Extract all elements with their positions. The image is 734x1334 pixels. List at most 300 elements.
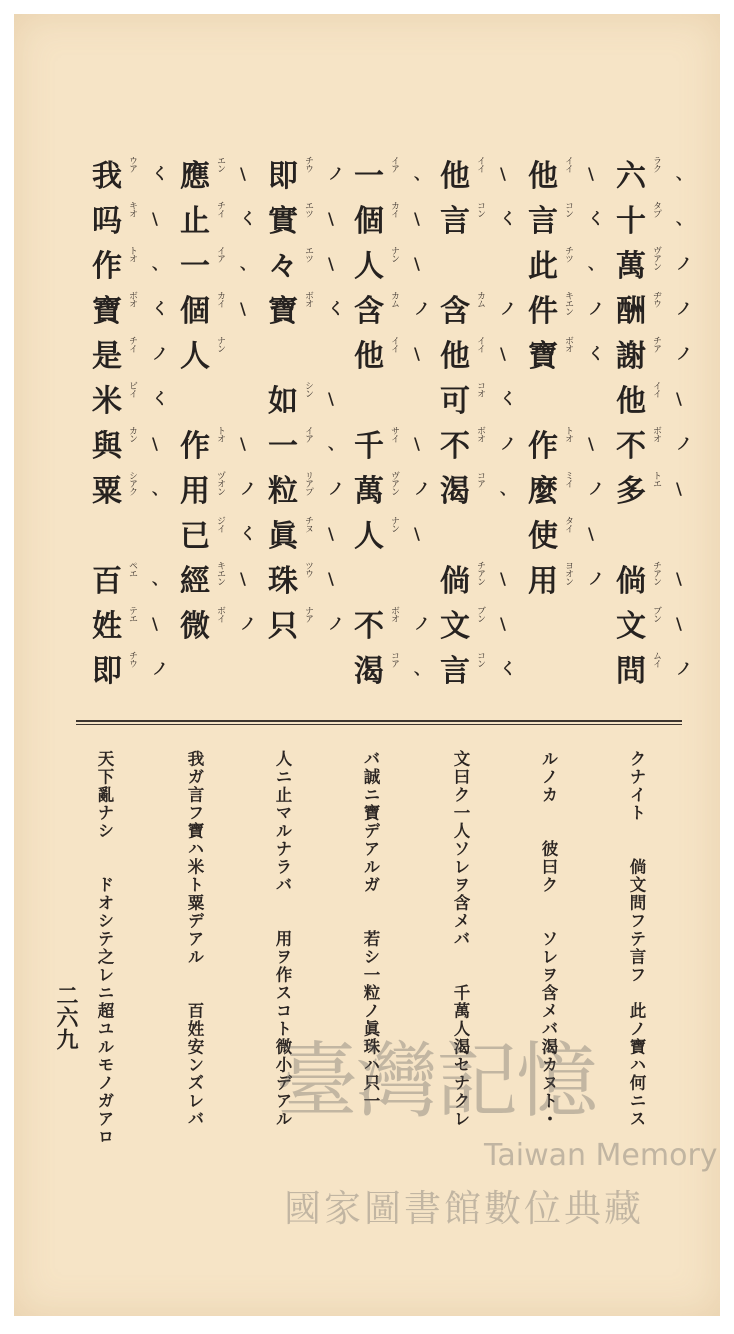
katakana-reading: シン (303, 381, 313, 397)
katakana-reading: ナン (389, 246, 399, 262)
hanzi-char: 言 (528, 203, 558, 239)
katakana-reading: チアン (651, 561, 661, 585)
katakana-reading: トオ (127, 246, 137, 262)
tone-mark: く (588, 344, 605, 363)
tone-mark: \ (588, 524, 594, 543)
char-cell (352, 154, 431, 199)
char-cell (526, 424, 594, 469)
text-column (90, 154, 169, 694)
tone-mark: ノ (500, 299, 517, 318)
translation-line: バ誠ニ寶デアルガ 若シ一粒ノ眞珠ハ只一 (361, 750, 380, 1110)
tone-mark: ノ (588, 569, 605, 588)
tone-mark: \ (240, 164, 246, 183)
char-cell (614, 469, 682, 514)
hanzi-char: 人 (180, 338, 210, 374)
char-cell (352, 424, 420, 469)
char-cell (178, 379, 212, 424)
tone-mark: ノ (240, 479, 257, 498)
katakana-reading: ボオ (389, 606, 399, 622)
tone-mark: ノ (240, 614, 257, 633)
char-cell (526, 514, 594, 559)
char-cell (266, 514, 334, 559)
char-cell (526, 289, 605, 334)
katakana-reading: イイ (651, 381, 661, 397)
katakana-reading: イア (303, 426, 313, 442)
char-cell (178, 199, 257, 244)
char-cell (352, 379, 386, 424)
tone-mark: ノ (676, 659, 693, 678)
book-page (14, 14, 720, 1316)
char-cell (614, 379, 682, 424)
katakana-reading: ブン (651, 606, 661, 622)
tone-mark: く (328, 299, 345, 318)
tone-mark: \ (414, 209, 420, 228)
hanzi-char: 他 (528, 158, 558, 194)
char-cell (526, 154, 594, 199)
char-cell (266, 199, 334, 244)
tone-mark: ノ (414, 614, 431, 633)
tone-mark: 、 (152, 569, 169, 588)
katakana-reading: リアプ (303, 471, 313, 495)
hanzi-char: 此 (528, 248, 558, 284)
tone-mark: \ (676, 614, 682, 633)
char-cell (438, 154, 506, 199)
katakana-reading: ナン (389, 516, 399, 532)
katakana-reading: キエン (215, 561, 225, 585)
char-cell (90, 379, 169, 424)
char-cell (266, 289, 345, 334)
tone-mark: \ (328, 389, 334, 408)
translation-line: 天下亂ナシ ドオシテ之レニ超ユルモノガアロ (95, 750, 114, 1146)
divider-line-top (76, 720, 682, 722)
hanzi-char: 粒 (268, 473, 298, 509)
hanzi-char: 渴 (354, 653, 384, 689)
char-cell (526, 559, 605, 604)
char-cell (526, 199, 605, 244)
katakana-reading: カイ (389, 201, 399, 217)
char-cell (614, 199, 693, 244)
katakana-reading: コア (389, 651, 399, 667)
hanzi-char: 謝 (616, 338, 646, 374)
hanzi-char: 多 (616, 473, 646, 509)
char-cell (266, 334, 300, 379)
katakana-reading: イイ (475, 156, 485, 172)
hanzi-char: 言 (440, 653, 470, 689)
tone-mark: \ (240, 434, 246, 453)
char-cell (266, 154, 345, 199)
tone-mark: \ (414, 524, 420, 543)
char-cell (526, 244, 605, 289)
tone-mark: 、 (414, 164, 431, 183)
tone-mark: 、 (328, 434, 345, 453)
hanzi-char: 微 (180, 608, 210, 644)
hanzi-char: 與 (92, 428, 122, 464)
char-cell (178, 424, 246, 469)
translation-line: 人ニ止マルナラバ 用ヲ作スコト微小デアル (273, 750, 292, 1128)
char-cell (614, 289, 693, 334)
char-cell (526, 334, 605, 379)
char-cell (614, 559, 682, 604)
tone-mark: ノ (152, 659, 169, 678)
char-cell (614, 514, 648, 559)
hanzi-char: 珠 (268, 563, 298, 599)
tone-mark: ノ (414, 479, 431, 498)
katakana-reading: ムイ (651, 651, 661, 667)
hanzi-char: 經 (180, 563, 210, 599)
tone-mark: ノ (152, 344, 169, 363)
hanzi-char: 含 (354, 293, 384, 329)
tone-mark: ノ (588, 299, 605, 318)
hanzi-char: 個 (354, 203, 384, 239)
char-cell (90, 289, 169, 334)
char-cell (352, 244, 420, 289)
tone-mark: \ (676, 569, 682, 588)
katakana-reading: テエ (127, 606, 137, 622)
hanzi-char: 實 (268, 203, 298, 239)
translation-line: クナイト 倘文問フテ言フ 此ノ寶ハ何ニス (627, 750, 646, 1128)
char-cell (90, 559, 169, 604)
katakana-reading: エン (215, 156, 225, 172)
katakana-reading: コン (475, 201, 485, 217)
hanzi-char: 問 (616, 653, 646, 689)
katakana-reading: チウ (303, 156, 313, 172)
tone-mark: く (500, 209, 517, 228)
hanzi-char: 萬 (616, 248, 646, 284)
katakana-reading: ヨオン (563, 561, 573, 585)
katakana-reading: ボオ (127, 291, 137, 307)
katakana-reading: ヅオン (215, 471, 225, 495)
tone-mark: く (152, 164, 169, 183)
tone-mark: \ (152, 614, 158, 633)
hanzi-char: 只 (268, 608, 298, 644)
char-cell (266, 424, 345, 469)
char-cell (90, 424, 158, 469)
tone-mark: \ (152, 434, 158, 453)
char-cell (526, 604, 560, 649)
katakana-reading: イイ (475, 336, 485, 352)
hanzi-char: 渴 (440, 473, 470, 509)
tone-mark: \ (676, 389, 682, 408)
char-cell (614, 424, 693, 469)
char-cell (178, 514, 257, 559)
hanzi-char: 粟 (92, 473, 122, 509)
hanzi-char: 酬 (616, 293, 646, 329)
hanzi-char: 件 (528, 293, 558, 329)
char-cell (90, 154, 169, 199)
hanzi-char: 即 (92, 653, 122, 689)
text-column (352, 154, 431, 694)
katakana-reading: イイ (389, 336, 399, 352)
tone-mark: \ (240, 299, 246, 318)
hanzi-char: 寶 (92, 293, 122, 329)
tone-mark: 、 (152, 254, 169, 273)
hanzi-char: 是 (92, 338, 122, 374)
tone-mark: く (240, 209, 257, 228)
tone-mark: 、 (152, 479, 169, 498)
tone-mark: ノ (676, 344, 693, 363)
katakana-reading: ボオ (563, 336, 573, 352)
watermark-title: 臺灣記憶 (276, 1034, 597, 1129)
hanzi-char: 々 (268, 248, 298, 284)
text-column (438, 154, 517, 694)
tone-mark: \ (500, 164, 506, 183)
tone-mark: \ (500, 569, 506, 588)
katakana-reading: イイ (563, 156, 573, 172)
char-cell (352, 559, 386, 604)
hanzi-char: 萬 (354, 473, 384, 509)
char-cell (266, 649, 300, 694)
hanzi-char: 倘 (616, 563, 646, 599)
char-cell (266, 469, 345, 514)
hanzi-char: 如 (268, 383, 298, 419)
katakana-reading: ビイ (127, 381, 137, 397)
katakana-reading: ナン (215, 336, 225, 352)
tone-mark: 、 (414, 659, 431, 678)
katakana-reading: ボオ (475, 426, 485, 442)
char-cell (178, 289, 246, 334)
tone-mark: \ (414, 344, 420, 363)
char-cell (178, 244, 257, 289)
katakana-reading: ラク (651, 156, 661, 172)
char-cell (266, 244, 334, 289)
hanzi-char: 六 (616, 158, 646, 194)
katakana-reading: コン (563, 201, 573, 217)
katakana-reading: チツ (563, 246, 573, 262)
tone-mark: ノ (676, 254, 693, 273)
katakana-reading: コア (475, 471, 485, 487)
hanzi-char: 使 (528, 518, 558, 554)
hanzi-char: 作 (92, 248, 122, 284)
tone-mark: く (240, 524, 257, 543)
katakana-reading: ツウ (303, 561, 313, 577)
char-cell (614, 649, 693, 694)
katakana-reading: ブン (475, 606, 485, 622)
hanzi-char: 米 (92, 383, 122, 419)
hanzi-char: 他 (440, 158, 470, 194)
hanzi-char: 不 (354, 608, 384, 644)
hanzi-char: 一 (268, 428, 298, 464)
text-column (178, 154, 257, 694)
hanzi-char: 可 (440, 383, 470, 419)
divider-line-bottom (76, 724, 682, 725)
katakana-reading: ミイ (563, 471, 573, 487)
tone-mark: \ (588, 164, 594, 183)
tone-mark: く (500, 389, 517, 408)
hanzi-char: 作 (180, 428, 210, 464)
char-cell (178, 469, 257, 514)
hanzi-char: 姓 (92, 608, 122, 644)
char-cell (90, 244, 169, 289)
katakana-reading: ナア (303, 606, 313, 622)
katakana-reading: チイ (127, 336, 137, 352)
hanzi-char: 人 (354, 518, 384, 554)
tone-mark: ノ (328, 479, 345, 498)
char-cell (352, 334, 420, 379)
hanzi-char: 吗 (92, 203, 122, 239)
katakana-reading: サイ (389, 426, 399, 442)
tone-mark: 、 (500, 479, 517, 498)
hanzi-char: 含 (440, 293, 470, 329)
katakana-reading: ペエ (127, 561, 137, 577)
tone-mark: \ (328, 524, 334, 543)
text-column (614, 154, 693, 694)
char-cell (526, 469, 605, 514)
katakana-reading: ジイ (215, 516, 225, 532)
hanzi-char: 一 (354, 158, 384, 194)
text-column (266, 154, 345, 694)
hanzi-char: 個 (180, 293, 210, 329)
tone-mark: 、 (588, 254, 605, 273)
char-cell (614, 604, 682, 649)
char-cell (178, 559, 246, 604)
hanzi-char: 應 (180, 158, 210, 194)
tone-mark: ノ (500, 434, 517, 453)
char-cell (178, 604, 257, 649)
hanzi-char: 麼 (528, 473, 558, 509)
katakana-reading: ヴアン (651, 246, 661, 270)
hanzi-char: 作 (528, 428, 558, 464)
hanzi-char: 十 (616, 203, 646, 239)
tone-mark: ノ (328, 614, 345, 633)
katakana-reading: コオ (475, 381, 485, 397)
hanzi-char: 他 (616, 383, 646, 419)
char-cell (438, 334, 506, 379)
hanzi-char: 他 (354, 338, 384, 374)
katakana-reading: ヂウ (651, 291, 661, 307)
katakana-reading: トエ (651, 471, 661, 487)
hanzi-char: 我 (92, 158, 122, 194)
tone-mark: ノ (676, 434, 693, 453)
char-cell (438, 649, 517, 694)
katakana-reading: キオ (127, 201, 137, 217)
katakana-reading: シアク (127, 471, 137, 495)
char-cell (178, 334, 225, 379)
char-cell (266, 559, 334, 604)
char-cell (352, 604, 431, 649)
tone-mark: \ (500, 344, 506, 363)
hanzi-char: 眞 (268, 518, 298, 554)
tone-mark: 、 (676, 164, 693, 183)
char-cell (438, 469, 517, 514)
katakana-reading: カイ (215, 291, 225, 307)
tone-mark: ノ (676, 299, 693, 318)
char-cell (352, 514, 420, 559)
tone-mark: \ (414, 434, 420, 453)
tone-mark: \ (328, 569, 334, 588)
char-cell (526, 649, 560, 694)
katakana-reading: カン (127, 426, 137, 442)
watermark-subtitle: 國家圖書館數位典藏 (284, 1187, 644, 1230)
tone-mark: \ (414, 254, 420, 273)
tone-mark: \ (588, 434, 594, 453)
hanzi-char: 一 (180, 248, 210, 284)
watermark-english: Taiwan Memory (484, 1138, 718, 1173)
hanzi-char: 言 (440, 203, 470, 239)
char-cell (438, 199, 517, 244)
hanzi-char: 用 (528, 563, 558, 599)
char-cell (352, 289, 431, 334)
char-cell (438, 424, 517, 469)
katakana-reading: エツ (303, 201, 313, 217)
char-cell (90, 514, 124, 559)
char-cell (90, 469, 169, 514)
hanzi-char: 百 (92, 563, 122, 599)
katakana-reading: チウ (127, 651, 137, 667)
katakana-reading: タプ (651, 201, 661, 217)
katakana-reading: イア (215, 246, 225, 262)
char-cell (614, 154, 693, 199)
char-cell (352, 199, 420, 244)
katakana-reading: ボオ (303, 291, 313, 307)
char-cell (352, 649, 431, 694)
katakana-reading: チア (651, 336, 661, 352)
tone-mark: \ (500, 614, 506, 633)
char-cell (438, 289, 517, 334)
tone-mark: \ (328, 209, 334, 228)
char-cell (526, 379, 560, 424)
katakana-reading: タイ (563, 516, 573, 532)
char-cell (438, 379, 517, 424)
hanzi-char: 不 (616, 428, 646, 464)
katakana-reading: ウア (127, 156, 137, 172)
katakana-reading: カム (475, 291, 485, 307)
hanzi-char: 已 (180, 518, 210, 554)
char-cell (352, 469, 431, 514)
katakana-reading: カム (389, 291, 399, 307)
katakana-reading: チイ (215, 201, 225, 217)
hanzi-char: 寶 (528, 338, 558, 374)
char-cell (90, 199, 158, 244)
char-cell (438, 604, 506, 649)
hanzi-char: 他 (440, 338, 470, 374)
hanzi-char: 文 (616, 608, 646, 644)
tone-mark: く (152, 389, 169, 408)
tone-mark: ノ (414, 299, 431, 318)
hanzi-char: 千 (354, 428, 384, 464)
tone-mark: く (500, 659, 517, 678)
hanzi-char: 即 (268, 158, 298, 194)
hanzi-char: 人 (354, 248, 384, 284)
katakana-reading: ヴアン (389, 471, 399, 495)
tone-mark: \ (152, 209, 158, 228)
katakana-reading: キエン (563, 291, 573, 315)
tone-mark: \ (676, 479, 682, 498)
char-cell (614, 244, 693, 289)
tone-mark: 、 (676, 209, 693, 228)
translation-line: 文曰ク一人ソレヲ含メバ 千萬人渴セナクレ (451, 750, 470, 1128)
char-cell (438, 514, 472, 559)
katakana-reading: トオ (563, 426, 573, 442)
katakana-reading: チヌ (303, 516, 313, 532)
hanzi-char: 寶 (268, 293, 298, 329)
char-cell (266, 604, 345, 649)
text-column (526, 154, 605, 694)
tone-mark: ノ (328, 164, 345, 183)
tone-mark: \ (328, 254, 334, 273)
char-cell (438, 559, 506, 604)
hanzi-char: 文 (440, 608, 470, 644)
tone-mark: ノ (588, 479, 605, 498)
char-cell (90, 604, 158, 649)
char-cell (614, 334, 693, 379)
char-cell (266, 379, 334, 424)
char-cell (90, 649, 169, 694)
char-cell (178, 649, 212, 694)
char-cell (438, 244, 472, 289)
katakana-reading: イア (389, 156, 399, 172)
hanzi-char: 止 (180, 203, 210, 239)
katakana-reading: トオ (215, 426, 225, 442)
